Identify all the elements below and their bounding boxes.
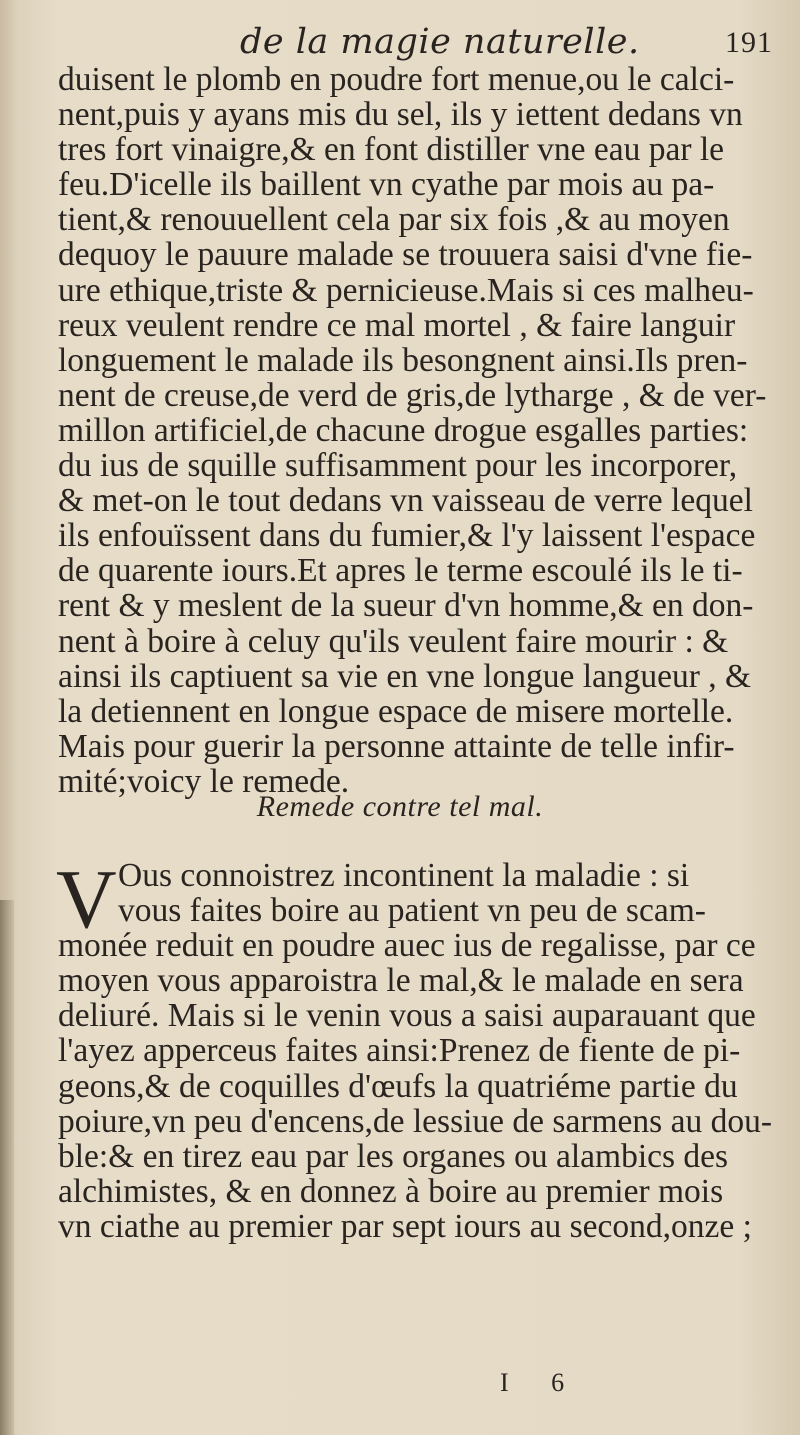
paragraph-2 bbox=[56, 853, 773, 1245]
text-line: feu.D'icelle ils baillent vn cyathe par mois au pa- bbox=[58, 166, 715, 204]
text-line: ble:& en tirez eau par les organes ou alambics des bbox=[58, 1137, 729, 1175]
text-line: reux veulent rendre ce mal mortel , & faire languir bbox=[58, 306, 736, 344]
signature-mark: I 6 bbox=[500, 1368, 583, 1397]
section-heading: Remede contre tel mal. bbox=[256, 790, 544, 823]
page-number: 191 bbox=[725, 26, 773, 59]
text-line: monée reduit en poudre auec ius de regalisse, par ce bbox=[58, 927, 756, 965]
text-line: & met-on le tout dedans vn vaisseau de verre lequel bbox=[58, 482, 753, 520]
text-line: nent de creuse,de verd de gris,de lytharge , & de ver- bbox=[58, 376, 767, 414]
paragraph-1 bbox=[58, 62, 773, 799]
drop-cap: V bbox=[56, 853, 117, 946]
text-line: dequoy le pauure malade se trouuera saisi d'vne fie- bbox=[58, 236, 753, 274]
text-line: la detiennent en longue espace de misere mortelle. bbox=[58, 692, 734, 730]
text-line: mité;voicy le remede. bbox=[58, 762, 350, 800]
text-line: moyen vous apparoistra le mal,& le malade en sera bbox=[58, 962, 744, 1000]
text-line: Ous connoistrez incontinent la maladie : si bbox=[118, 857, 690, 894]
text-line: de quarente iours.Et apres le terme escoulé ils le ti- bbox=[58, 552, 743, 590]
text-line: poiure,vn peu d'encens,de lessiue de sarmens au dou- bbox=[58, 1102, 772, 1140]
running-title: de la magie naturelle. bbox=[240, 22, 640, 62]
text-line: millon artificiel,de chacune drogue esgalles parties: bbox=[58, 411, 749, 449]
text-line: ainsi ils captiuent sa vie en vne longue langueur , & bbox=[58, 657, 752, 695]
text-line: nent à boire à celuy qu'ils veulent faire mourir : & bbox=[58, 622, 729, 660]
text-line: vn ciathe au premier par sept iours au second,onze ; bbox=[58, 1207, 752, 1245]
text-line: longuement le malade ils besongnent ainsi.Ils pren- bbox=[58, 341, 748, 379]
text-line: tient,& renouuellent cela par six fois ,& au moyen bbox=[58, 201, 730, 239]
text-line: l'ayez apperceus faites ainsi:Prenez de fiente de pi- bbox=[58, 1032, 741, 1070]
text-line: deliuré. Mais si le venin vous a saisi auparauant que bbox=[58, 997, 756, 1035]
text-line: ure ethique,triste & pernicieuse.Mais si ces malheu- bbox=[58, 271, 754, 309]
text-line: vous faites boire au patient vn peu de scam- bbox=[118, 892, 706, 930]
text-line: rent & y meslent de la sueur d'vn homme,& en don- bbox=[58, 587, 754, 625]
text-line: du ius de squille suffisamment pour les incorporer, bbox=[58, 447, 738, 485]
text-line: nent,puis y ayans mis du sel, ils y iettent dedans vn bbox=[58, 96, 743, 134]
text-line: ils enfouïssent dans du fumier,& l'y laissent l'espace bbox=[58, 517, 756, 555]
text-line: tres fort vinaigre,& en font distiller vne eau par le bbox=[58, 131, 725, 169]
text-line: duisent le plomb en poudre fort menue,ou le calci- bbox=[58, 61, 735, 98]
text-line: geons,& de coquilles d'œufs la quatriéme partie du bbox=[58, 1067, 738, 1105]
binding-shadow bbox=[0, 900, 14, 1435]
text-line: Mais pour guerir la personne attainte de telle infir- bbox=[58, 727, 735, 765]
text-line: alchimistes, & en donnez à boire au premier mois bbox=[58, 1172, 724, 1210]
